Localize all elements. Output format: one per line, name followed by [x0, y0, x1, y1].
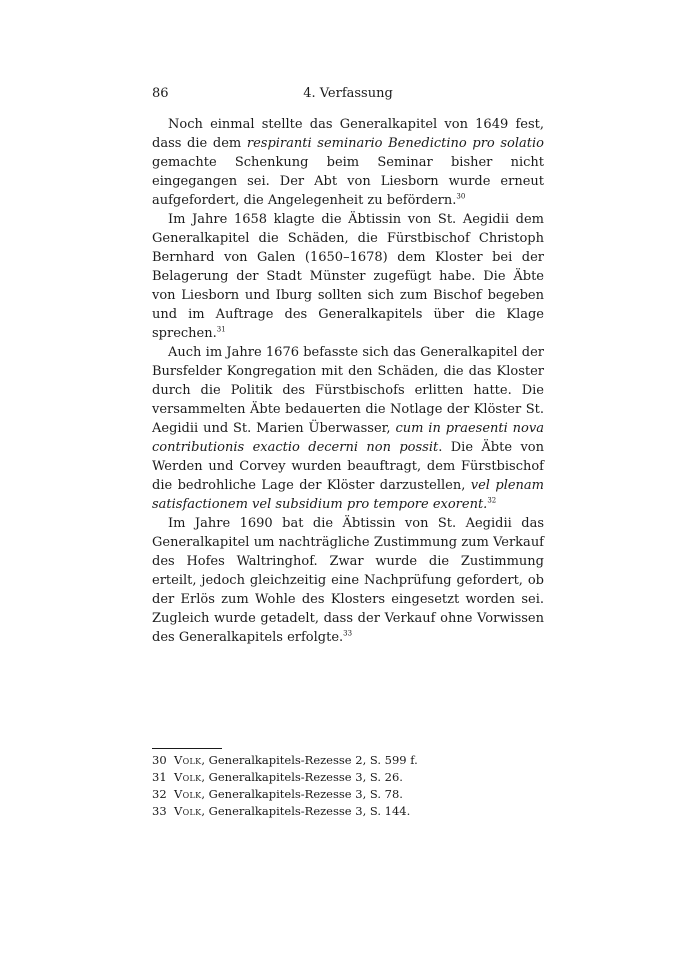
footnote-number: 33	[152, 804, 167, 818]
footnote-citation: , Generalkapitels-Rezesse 2, S. 599 f.	[201, 753, 418, 767]
footnote-reference[interactable]: 32	[487, 496, 497, 505]
footnote-text	[174, 786, 403, 803]
footnote-text	[174, 803, 410, 820]
footnote-number: 31	[152, 770, 167, 784]
footnote-32	[152, 786, 544, 803]
footnote-citation: , Generalkapitels-Rezesse 3, S. 144.	[201, 804, 411, 818]
footnote-33	[152, 803, 544, 820]
running-title: 4. Verfassung	[303, 86, 393, 101]
footnote-reference[interactable]: 30	[456, 192, 466, 201]
latin-quote: vel plenam satisfactionem vel subsidium pro tempore exorent.	[152, 478, 544, 512]
footnote-text	[174, 752, 418, 769]
footnote-30	[152, 752, 544, 769]
footnote-author: Volk	[174, 804, 202, 818]
footnote-divider	[152, 748, 222, 749]
footnote-number: 30	[152, 753, 167, 767]
paragraph-text: Im Jahre 1690 bat die Äbtissin von St. Aegidii das Generalkapitel um nachträgliche Zustimmung zum Verkauf des Hofes Waltringhof. Zwar wurde die Zustimmung erteilt, jedoch gleichzeitig eine Nachprüfung gefordert, ob der Erlös zum Wohle des Klosters eingesetzt worden sei. Zugleich wurde getadelt, dass der Verkauf ohne Vorwissen des Generalkapitels erfolgte.	[152, 516, 544, 645]
footnote-author: Volk	[174, 787, 202, 801]
footnote-text	[174, 769, 403, 786]
paragraph-4	[152, 514, 544, 647]
footnote-citation: , Generalkapitels-Rezesse 3, S. 78.	[201, 787, 403, 801]
footnote-31	[152, 769, 544, 786]
paragraph-text: Auch im Jahre 1676 befasste sich das Generalkapitel der Bursfelder Kongregation mit den Schäden, die das Kloster durch die Politik des Fürstbischofs erlitten hatte. Die versammelten Äbte bedauerten die Notlage der Klöster St. Aegidii und St. Marien Überwasser,	[152, 345, 544, 436]
footnote-author: Volk	[174, 753, 202, 767]
body-text	[152, 115, 544, 647]
latin-quote: cum in praesenti nova contributionis exactio decerni non possit	[152, 421, 544, 455]
footnote-citation: , Generalkapitels-Rezesse 3, S. 26.	[201, 770, 403, 784]
footnote-author: Volk	[174, 770, 202, 784]
paragraph-3	[152, 343, 544, 514]
latin-quote: respiranti seminario Benedictino pro solatio	[246, 136, 544, 151]
paragraph-2	[152, 210, 544, 343]
page-header	[152, 86, 544, 104]
footnotes	[152, 752, 544, 820]
footnote-reference[interactable]: 33	[343, 629, 353, 638]
paragraph-text: gemachte Schenkung beim Seminar bisher nicht eingegangen sei. Der Abt von Liesborn wurde erneut aufgefordert, die Angelegenheit zu befördern.	[152, 155, 544, 208]
paragraph-text: . Die Äbte von Werden und Corvey wurden beauftragt, dem Fürstbischof die bedrohliche Lage der Klöster darzustellen,	[152, 440, 544, 493]
paragraph-text: Im Jahre 1658 klagte die Äbtissin von St. Aegidii dem Generalkapitel die Schäden, die Fürstbischof Christoph Bernhard von Galen (1650–1678) dem Kloster bei der Belagerung der Stadt Münster zugefügt habe. Die Äbte von Liesborn und Iburg sollten sich zum Bischof begeben und im Auftrage des Generalkapitels über die Klage sprechen.	[152, 212, 544, 341]
footnote-reference[interactable]: 31	[216, 325, 226, 334]
paragraph-1	[152, 115, 544, 210]
page-number: 86	[152, 86, 169, 101]
footnote-number: 32	[152, 787, 167, 801]
paragraph-text: Noch einmal stellte das Generalkapitel von 1649 fest, dass die dem	[152, 117, 544, 151]
